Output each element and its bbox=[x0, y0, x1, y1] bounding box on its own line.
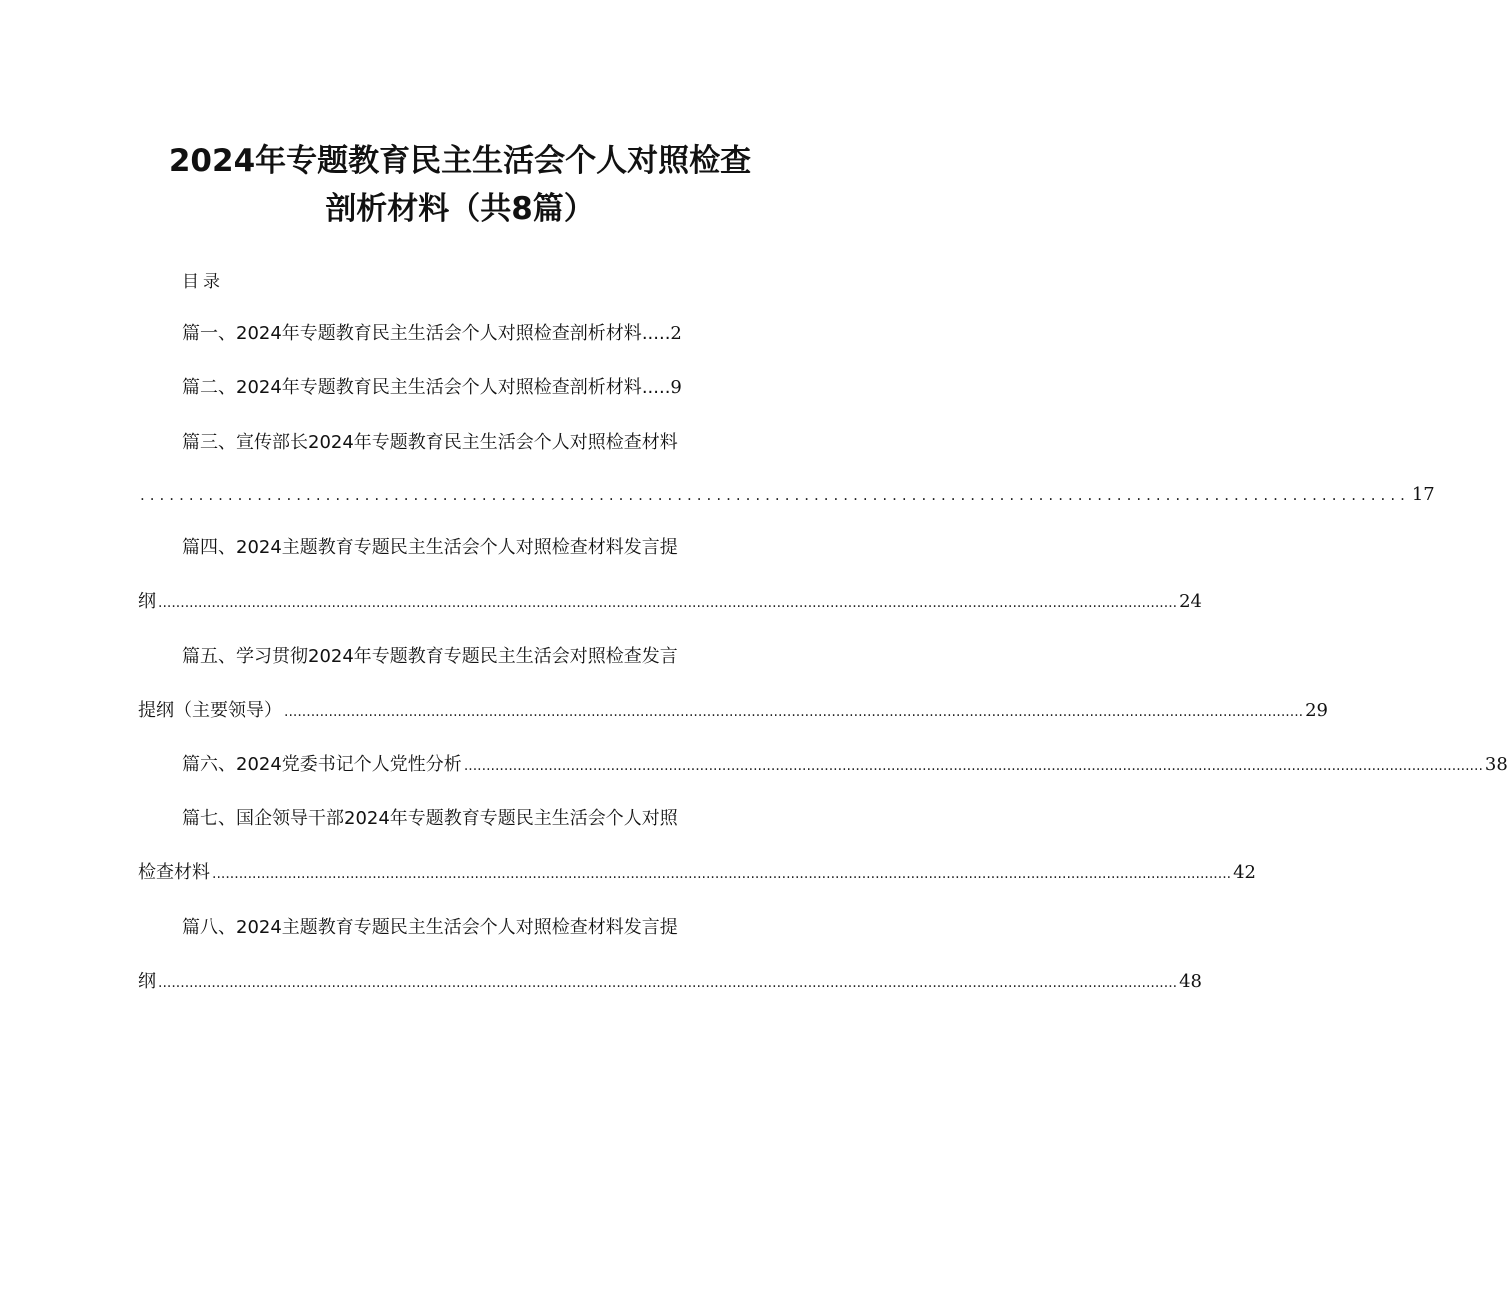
toc-entry-5-line-2[interactable] bbox=[138, 697, 1329, 726]
toc-leader: ..................................................................................................................................................................................................................................... bbox=[158, 595, 1178, 611]
toc-entry-3-line-2[interactable] bbox=[138, 481, 1435, 509]
toc-entry-4-line-1[interactable]: 篇四、2024主题教育专题民主生活会个人对照检查材料发言提 bbox=[182, 537, 678, 558]
toc-page-number: 42 bbox=[1233, 862, 1257, 883]
toc-leader: ..... bbox=[641, 323, 671, 344]
toc-entry-1[interactable] bbox=[182, 320, 730, 348]
toc-leader: .................................................................................................................................. bbox=[140, 486, 1410, 504]
toc-entry-4-line-2[interactable] bbox=[138, 588, 1203, 617]
toc-page-number: 24 bbox=[1179, 591, 1203, 612]
toc-entry-title: 篇一、2024年专题教育民主生活会个人对照检查剖析材料 bbox=[182, 323, 642, 344]
toc-leader: ..................................................................................................................................................................................................................................... bbox=[158, 975, 1178, 991]
toc-leader: ..................................................................................................................................................................................................................................... bbox=[212, 866, 1232, 882]
toc-page-number: 29 bbox=[1305, 700, 1329, 721]
toc-entry-title-cont: 纲 bbox=[138, 591, 156, 612]
toc-page-number: 38 bbox=[1484, 754, 1508, 775]
toc-page-number: 2 bbox=[670, 323, 682, 344]
document-title-line-2: 剖析材料（共8篇） bbox=[325, 191, 595, 227]
document-title-line-1: 2024年专题教育民主生活会个人对照检查 bbox=[168, 143, 752, 179]
toc-entry-title: 篇二、2024年专题教育民主生活会个人对照检查剖析材料 bbox=[182, 377, 642, 398]
toc-entry-6[interactable] bbox=[182, 751, 1508, 780]
toc-leader: ..... bbox=[641, 377, 671, 398]
toc-entry-3-line-1[interactable]: 篇三、宣传部长2024年专题教育民主生活会个人对照检查材料 bbox=[182, 432, 678, 453]
toc-page-number: 48 bbox=[1179, 971, 1203, 992]
toc-entry-7-line-1[interactable]: 篇七、国企领导干部2024年专题教育专题民主生活会个人对照 bbox=[182, 808, 678, 829]
toc-page-number: 17 bbox=[1411, 484, 1435, 505]
toc-heading: 目录 bbox=[182, 272, 224, 292]
toc-entry-5-line-1[interactable]: 篇五、学习贯彻2024年专题教育专题民主生活会对照检查发言 bbox=[182, 646, 678, 667]
toc-leader: ..................................................................................................................................................................................................................................... bbox=[463, 758, 1483, 774]
toc-entry-title-cont: 检查材料 bbox=[138, 862, 210, 883]
toc-entry-title-cont: 纲 bbox=[138, 971, 156, 992]
toc-entry-7-line-2[interactable] bbox=[138, 859, 1257, 888]
toc-entry-2[interactable] bbox=[182, 374, 730, 402]
toc-leader: ..................................................................................................................................................................................................................................... bbox=[284, 704, 1304, 720]
toc-entry-title: 篇六、2024党委书记个人党性分析 bbox=[182, 754, 462, 775]
toc-page-number: 9 bbox=[670, 377, 682, 398]
toc-entry-8-line-2[interactable] bbox=[138, 968, 1203, 997]
toc-entry-title-cont: 提纲（主要领导） bbox=[138, 700, 282, 721]
toc-entry-8-line-1[interactable]: 篇八、2024主题教育专题民主生活会个人对照检查材料发言提 bbox=[182, 917, 678, 938]
